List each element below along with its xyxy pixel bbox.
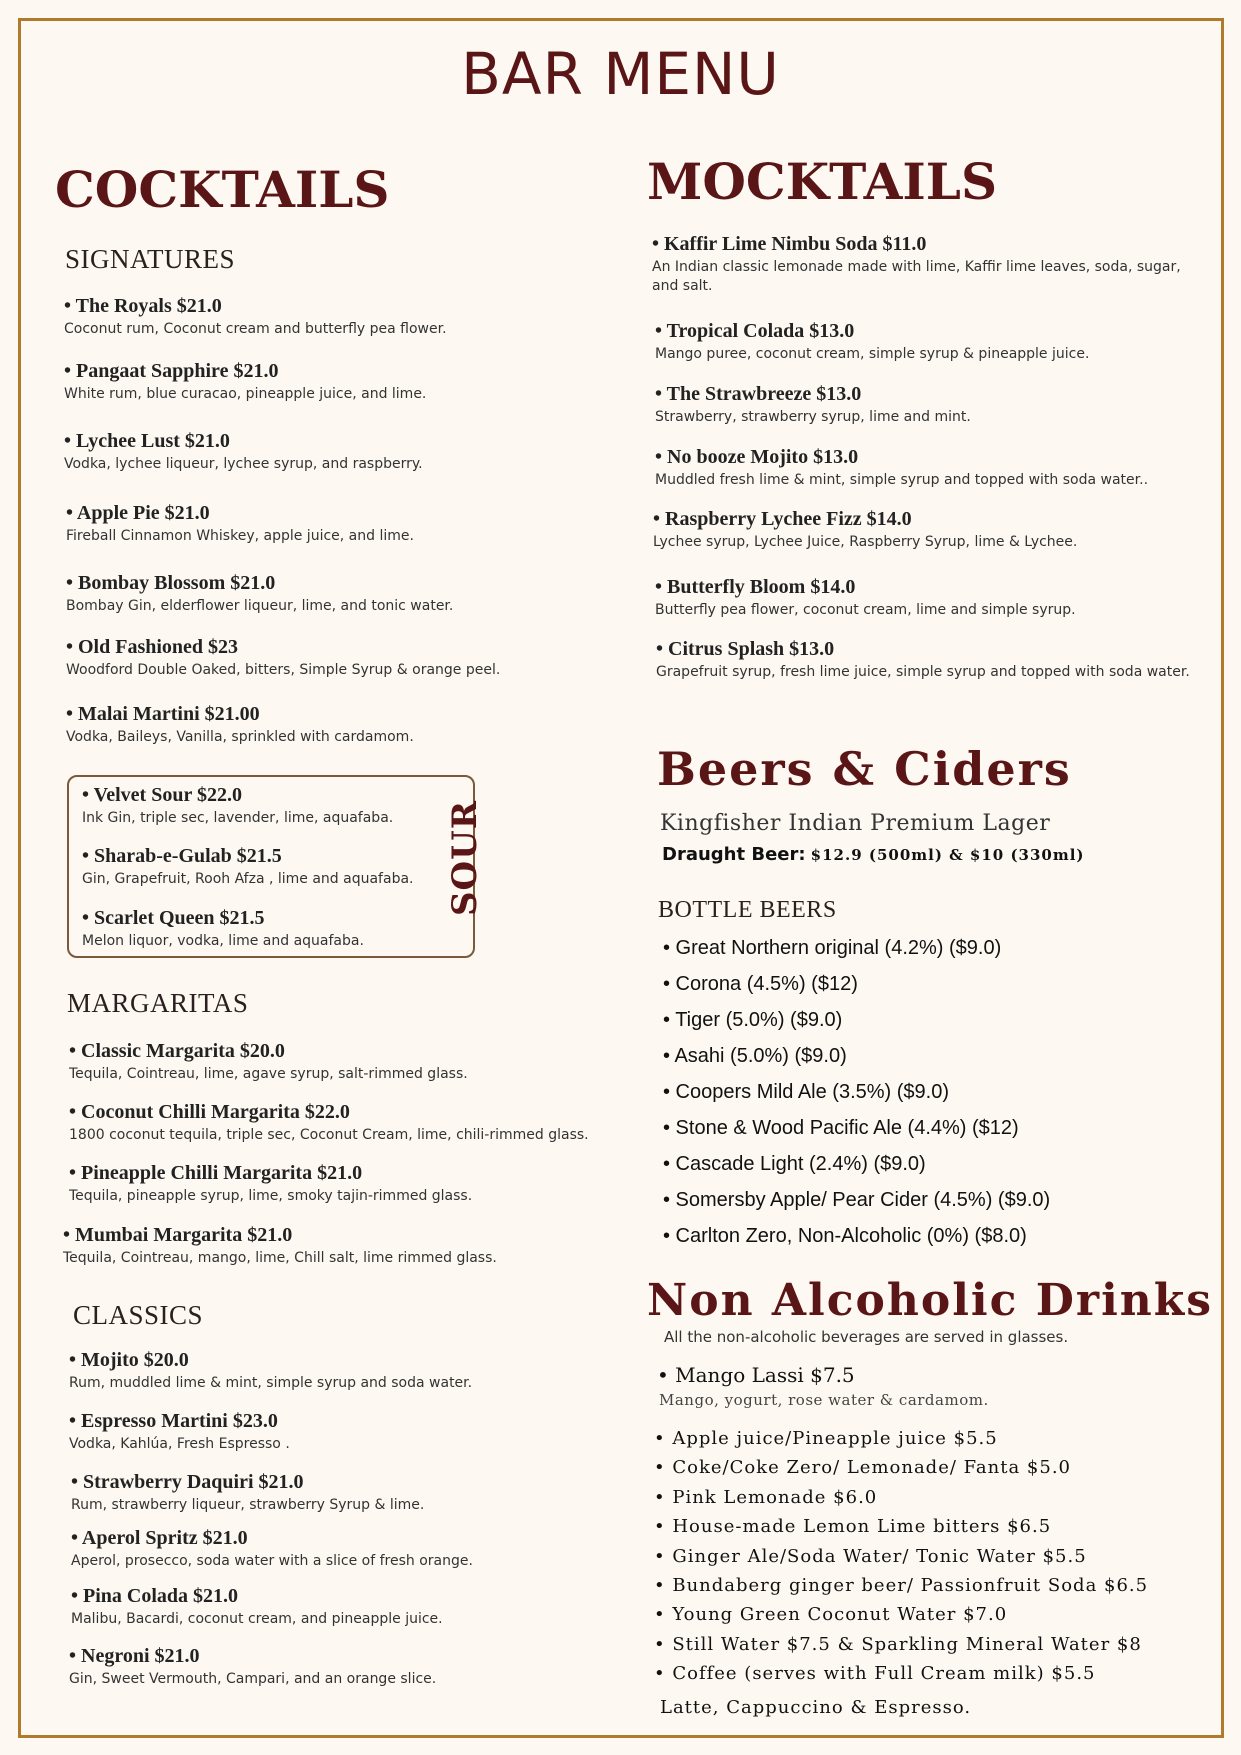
menu-item [66,502,414,546]
menu-item-name: • Coconut Chilli Margarita $22.0 [69,1101,350,1123]
menu-item-name: • Lychee Lust $21.0 [64,430,230,452]
menu-item-name: • No booze Mojito $13.0 [655,446,859,468]
menu-item [63,1224,497,1268]
menu-item [66,636,500,680]
non-alcoholic-item: • Coke/Coke Zero/ Lemonade/ Fanta $5.0 [654,1457,1072,1479]
menu-item [69,1645,436,1689]
sour-label-text: SOUR [445,799,485,917]
margaritas-heading: MARGARITAS [67,988,249,1018]
menu-item-name: • The Strawbreeze $13.0 [655,383,862,405]
menu-item-desc: Rum, muddled lime & mint, simple syrup and soda water. [69,1375,473,1391]
menu-item-desc: Coconut rum, Coconut cream and butterfly pea flower. [64,321,447,337]
sour-label [445,800,485,915]
menu-item-desc: Tequila, Cointreau, lime, agave syrup, salt-rimmed glass. [69,1066,468,1082]
menu-item-name: • Pangaat Sapphire $21.0 [64,360,279,382]
menu-item [64,430,423,474]
menu-item [655,383,1200,427]
menu-item-desc: Gin, Sweet Vermouth, Campari, and an orange slice. [69,1671,437,1687]
menu-item-name: • Butterfly Bloom $14.0 [655,576,856,598]
menu-item-desc: Grapefruit syrup, fresh lime juice, simple syrup and topped with soda water. [656,664,1190,680]
non-alcoholic-item: • Coffee (serves with Full Cream milk) $5.5 [654,1663,1096,1685]
bottle-beers-heading: BOTTLE BEERS [658,897,837,923]
menu-item [652,233,1197,296]
menu-item-desc: Vodka, Kahlúa, Fresh Espresso . [69,1436,290,1452]
menu-item-name: • Kaffir Lime Nimbu Soda $11.0 [652,233,927,255]
mocktails-heading: MOCKTAILS [647,152,998,211]
non-alcoholic-item: • Young Green Coconut Water $7.0 [654,1604,1008,1626]
menu-item-desc: White rum, blue curacao, pineapple juice, and lime. [64,386,427,402]
page-title: BAR MENU [461,40,780,108]
menu-item-name: • Raspberry Lychee Fizz $14.0 [653,508,912,530]
menu-item [64,295,447,339]
draught-label: Draught Beer: [662,844,806,865]
lassi-name: • Mango Lassi $7.5 [657,1363,855,1387]
bottle-beer-item: • Coopers Mild Ale (3.5%) ($9.0) [663,1081,950,1103]
non-alcoholic-note: All the non-alcoholic beverages are served in glasses. [664,1328,1069,1346]
menu-item-desc: Tequila, pineapple syrup, lime, smoky tajin-rimmed glass. [69,1188,473,1204]
menu-item-name: • Aperol Spritz $21.0 [71,1527,248,1549]
menu-item-name: • Pineapple Chilli Margarita $21.0 [69,1162,363,1184]
non-alcoholic-item: • House-made Lemon Lime bitters $6.5 [654,1516,1052,1538]
menu-item [69,1162,472,1206]
menu-item-desc: Fireball Cinnamon Whiskey, apple juice, and lime. [66,528,414,544]
cocktails-heading: COCKTAILS [55,160,390,219]
bottle-beer-item: • Asahi (5.0%) ($9.0) [663,1045,847,1067]
menu-item-desc: Gin, Grapefruit, Rooh Afza , lime and aquafaba. [82,871,414,887]
menu-item-desc: Vodka, lychee liqueur, lychee syrup, and raspberry. [64,456,423,472]
menu-item-desc: Aperol, prosecco, soda water with a slice of fresh orange. [71,1553,473,1569]
menu-item-desc: Bombay Gin, elderflower liqueur, lime, and tonic water. [66,598,454,614]
menu-item [655,446,1200,490]
menu-item-desc: Mango puree, coconut cream, simple syrup & pineapple juice. [655,346,1090,362]
non-alcoholic-item: • Apple juice/Pineapple juice $5.5 [654,1428,998,1449]
non-alcoholic-heading: Non Alcoholic Drinks [647,1275,1214,1326]
menu-item-name: • Mumbai Margarita $21.0 [63,1224,293,1246]
non-alcoholic-item: • Pink Lemonade $6.0 [654,1486,878,1508]
menu-item [69,1040,468,1084]
menu-item [653,508,1198,552]
menu-item [66,572,453,616]
menu-item-name: • Strawberry Daquiri $21.0 [71,1471,304,1493]
menu-item-name: • Bombay Blossom $21.0 [66,572,276,594]
lager-name: Kingfisher Indian Premium Lager [660,811,1051,836]
non-alcoholic-item: • Still Water $7.5 & Sparkling Mineral Water $8 [654,1633,1142,1655]
menu-item-name: • Negroni $21.0 [69,1645,200,1667]
menu-item [71,1471,424,1515]
menu-item-name: • Velvet Sour $22.0 [82,784,242,806]
bottle-beer-item: • Great Northern original (4.2%) ($9.0) [663,937,1002,959]
menu-item [656,638,1201,682]
menu-item [69,1349,472,1393]
menu-item-name: • The Royals $21.0 [64,295,222,317]
menu-item-desc: Strawberry, strawberry syrup, lime and mint. [655,409,971,425]
bottle-beer-item: • Stone & Wood Pacific Ale (4.4%) ($12) [663,1117,1019,1139]
menu-item-desc: Malibu, Bacardi, coconut cream, and pineapple juice. [71,1611,443,1627]
menu-item [655,320,1200,364]
coffee-sub: Latte, Cappuccino & Espresso. [660,1697,972,1718]
menu-item-name: • Classic Margarita $20.0 [69,1040,285,1062]
non-alcoholic-item: • Ginger Ale/Soda Water/ Tonic Water $5.5 [654,1545,1087,1567]
menu-item-desc: Muddled fresh lime & mint, simple syrup and topped with soda water.. [655,472,1149,488]
menu-item-desc: 1800 coconut tequila, triple sec, Coconut Cream, lime, chili-rimmed glass. [69,1127,589,1143]
menu-item-name: • Citrus Splash $13.0 [656,638,835,660]
non-alcoholic-item: • Bundaberg ginger beer/ Passionfruit Soda $6.5 [654,1575,1149,1596]
classics-heading: CLASSICS [73,1300,204,1330]
menu-item [69,1410,290,1454]
menu-item-name: • Apple Pie $21.0 [66,502,210,524]
menu-item-desc: Woodford Double Oaked, bitters, Simple Syrup & orange peel. [66,662,501,678]
menu-item-name: • Espresso Martini $23.0 [69,1410,278,1432]
menu-item-desc: An Indian classic lemonade made with lime, Kaffir lime leaves, soda, sugar, and salt. [652,259,1181,294]
menu-item-name: • Pina Colada $21.0 [71,1585,239,1607]
menu-item [66,703,414,747]
bottle-beer-item: • Cascade Light (2.4%) ($9.0) [663,1153,926,1175]
bottle-beer-item: • Tiger (5.0%) ($9.0) [663,1009,843,1031]
bottle-beer-item: • Corona (4.5%) ($12) [663,973,858,995]
menu-item [655,576,1200,620]
bottle-beer-item: • Carlton Zero, Non-Alcoholic (0%) ($8.0) [663,1225,1027,1247]
menu-item-name: • Sharab-e-Gulab $21.5 [82,845,282,867]
menu-item-name: • Malai Martini $21.00 [66,703,260,725]
signatures-heading: SIGNATURES [65,244,236,274]
menu-item-name: • Tropical Colada $13.0 [655,320,855,342]
beers-heading: Beers & Ciders [657,742,1072,796]
menu-item-name: • Mojito $20.0 [69,1349,189,1371]
bottle-beer-item: • Somersby Apple/ Pear Cider (4.5%) ($9.0) [663,1189,1051,1211]
menu-item-name: • Old Fashioned $23 [66,636,239,658]
lassi-desc: Mango, yogurt, rose water & cardamom. [659,1391,989,1409]
menu-item [71,1585,443,1629]
menu-item [82,784,393,828]
menu-item [82,845,413,889]
menu-item-desc: Melon liquor, vodka, lime and aquafaba. [82,933,364,949]
menu-item [82,907,364,951]
menu-item-desc: Butterfly pea flower, coconut cream, lime and simple syrup. [655,602,1076,618]
draught-price: $12.9 (500ml) & $10 (330ml) [810,846,1085,864]
menu-item-desc: Vodka, Baileys, Vanilla, sprinkled with cardamom. [66,729,414,745]
menu-item [69,1101,589,1145]
menu-item-desc: Rum, strawberry liqueur, strawberry Syrup & lime. [71,1497,425,1513]
menu-item-desc: Ink Gin, triple sec, lavender, lime, aquafaba. [82,810,394,826]
menu-item-desc: Lychee syrup, Lychee Juice, Raspberry Syrup, lime & Lychee. [653,534,1078,550]
menu-item-desc: Tequila, Cointreau, mango, lime, Chill salt, lime rimmed glass. [63,1250,497,1266]
menu-item [64,360,426,404]
menu-item-name: • Scarlet Queen $21.5 [82,907,265,929]
draught-line [662,844,1085,865]
menu-item [71,1527,473,1571]
